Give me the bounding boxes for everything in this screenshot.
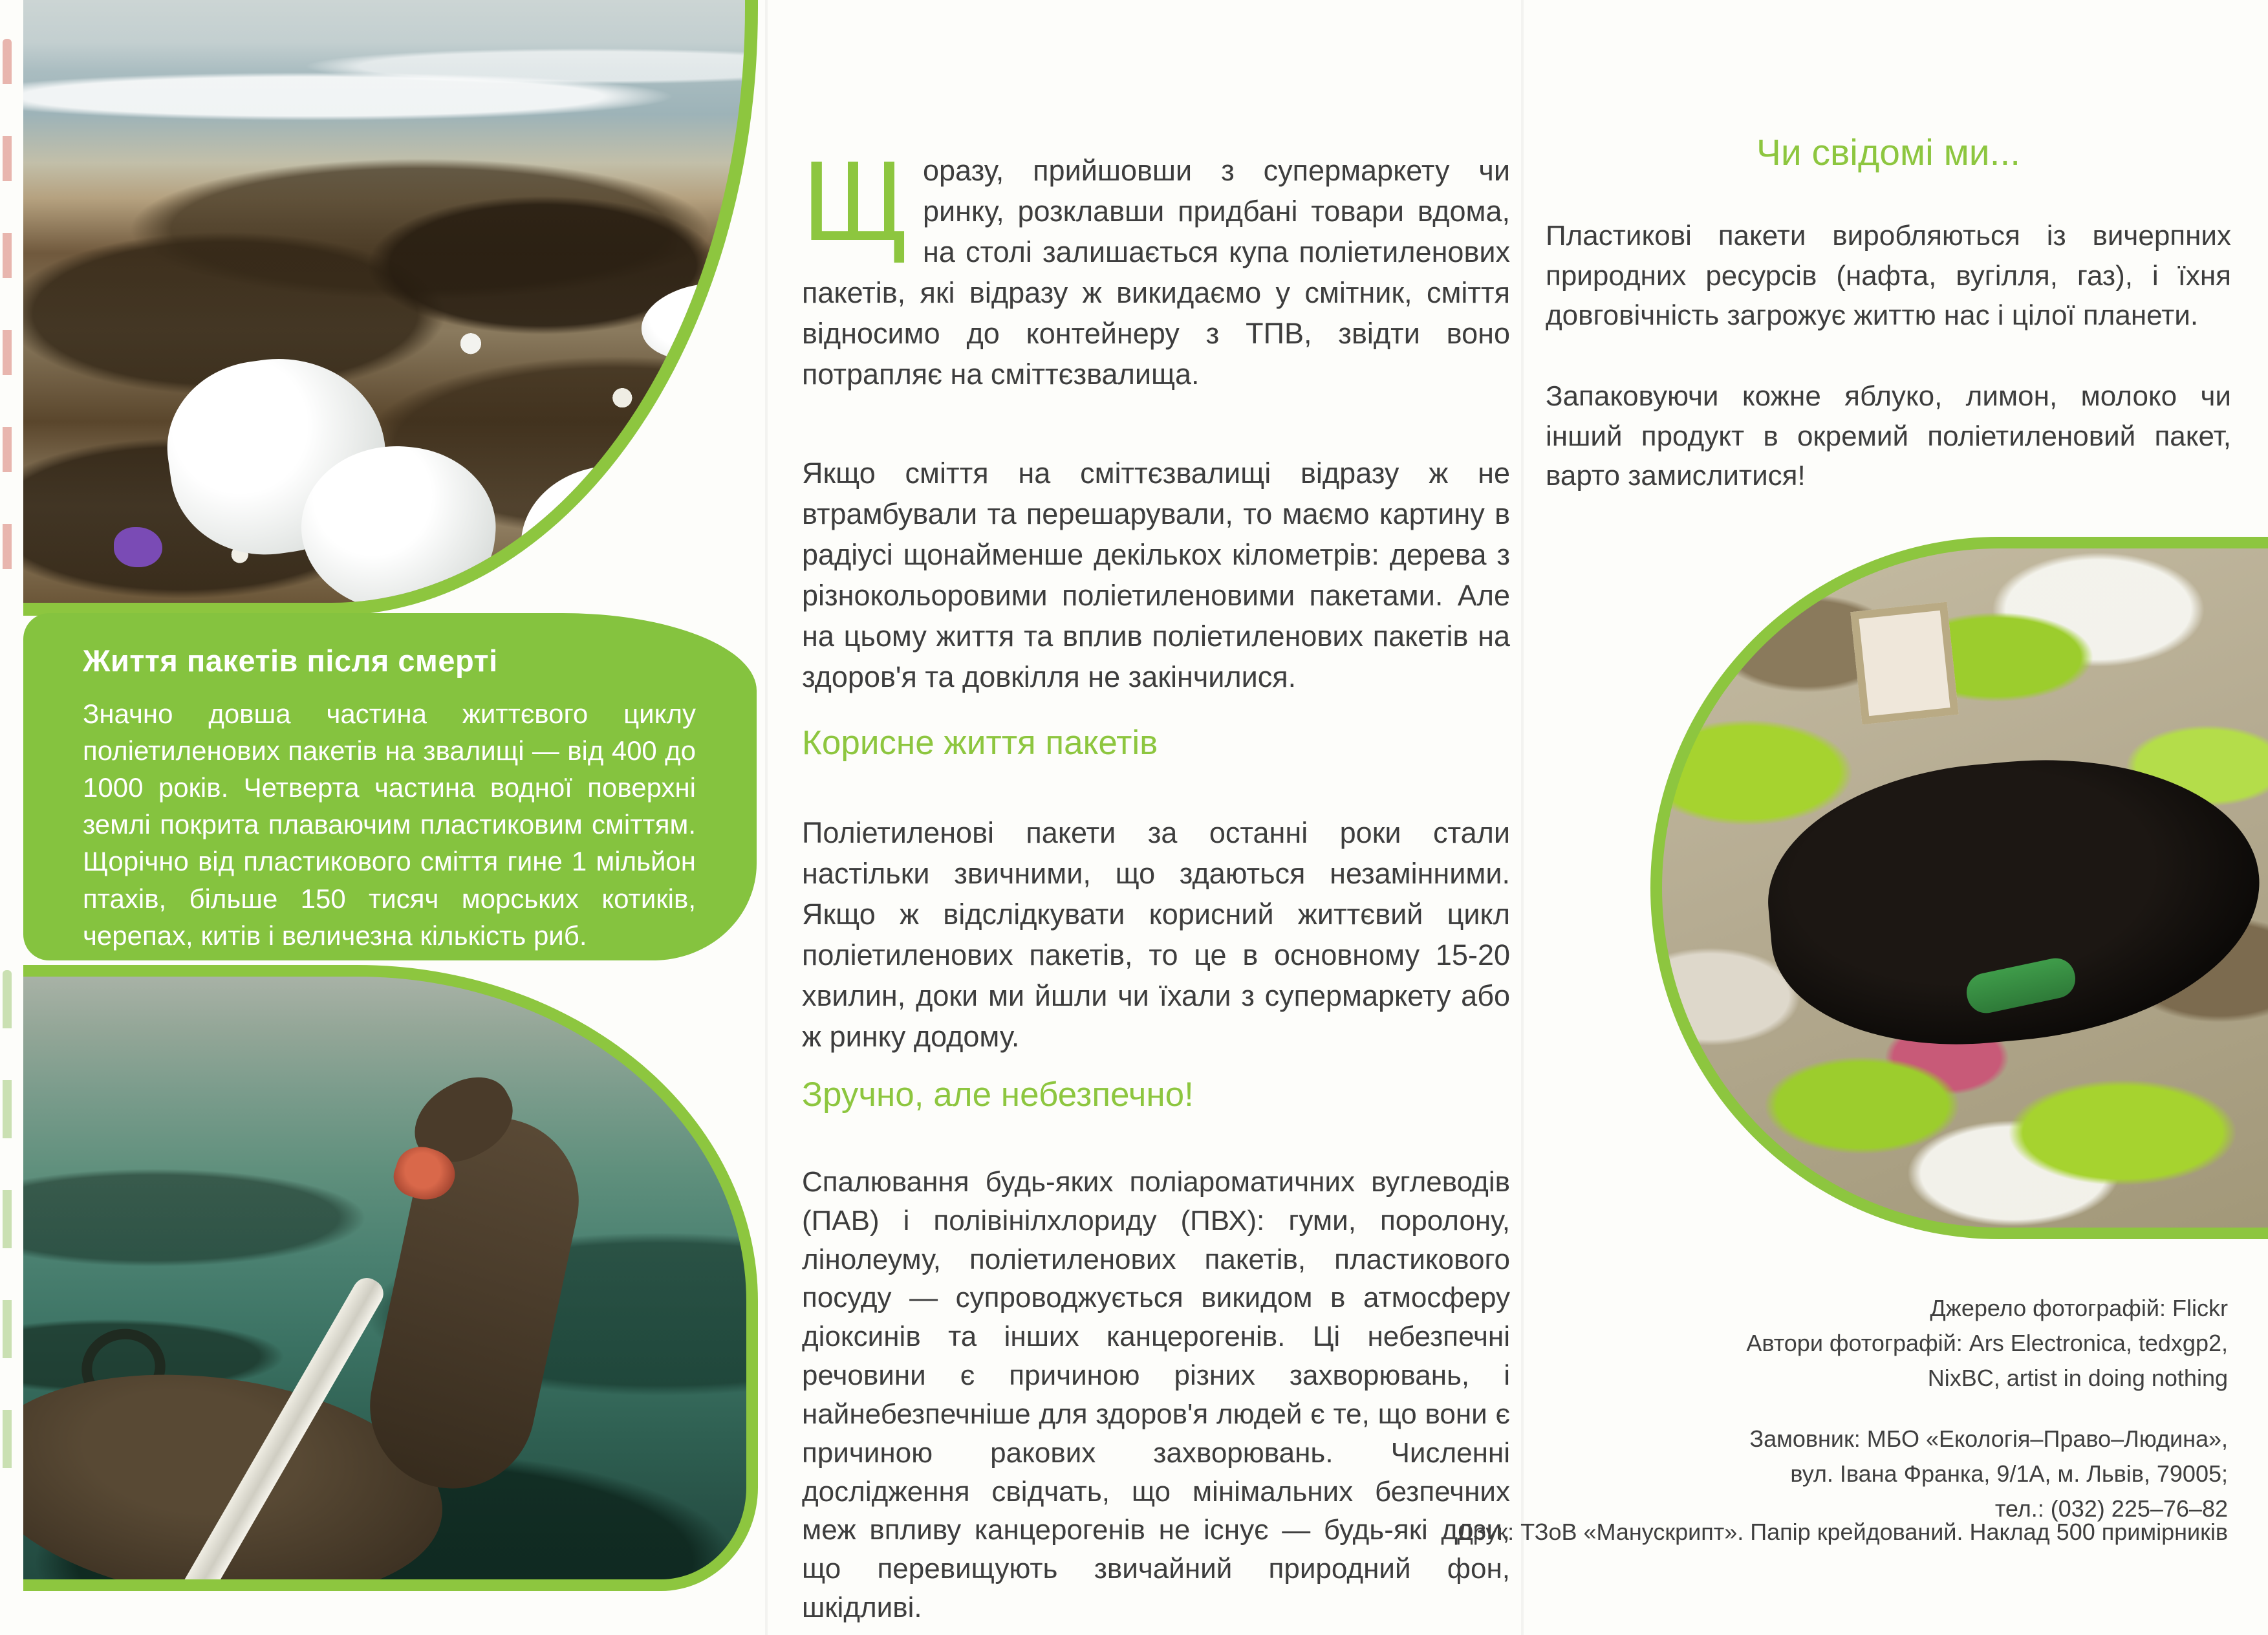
resources-paragraph: Пластикові пакети виробляються із вичерпних природних ресурсів (нафта, вугілля, газ), і їхня довговічність загрожує життю нас і цілої планети.	[1546, 220, 2231, 332]
afterlife-body: Значно довша частина життєвого циклу поліетиленових пакетів на звалищі — від 400 до 1000 років. Четверта частина водної поверхні землі покрита плаваючим пластиковим сміттям. Щорічно від пластикового сміття гине 1 мільйон птахів, більше 150 тисяч морських котиків, черепах, китів і величезна кількість риб.	[83, 698, 696, 951]
customer-credits-block	[1474, 1422, 2228, 1526]
customer-credit-line: вул. Івана Франка, 9/1А, м. Львів, 79005;	[1790, 1460, 2228, 1487]
scan-edge-artifact-bottom	[3, 970, 12, 1507]
picture-frame-litter-shape	[1850, 602, 1958, 725]
print-info-line: Друк: ТЗоВ «Манускрипт». Папір крейдований. Наклад 500 примірників	[1457, 1519, 2228, 1545]
photo-credit-line: Джерело фотографій: Flickr	[1930, 1295, 2228, 1321]
purple-litter-shape	[114, 527, 162, 567]
landfill-paragraph: Якщо сміття на сміттєзвалищі відразу ж не втрамбували та перешарували, то маємо картину в радіусі щонайменше декількох кілометрів: дерева з різнокольоровими поліетиленовими пакетами. Але на цьому життя та вплив поліетиленових пакетів на здоров'я та довкілля не закінчилися.	[802, 457, 1510, 693]
intro-paragraph	[802, 138, 1510, 395]
photo-credits-block	[1474, 1291, 2228, 1396]
landfill-dead-animal-photo	[1650, 537, 2268, 1239]
scan-edge-artifact-top	[3, 39, 12, 576]
customer-credit-line: Замовник: МБО «Екологія–Право–Людина»,	[1749, 1425, 2228, 1452]
useful-life-heading: Корисне життя пакетів	[802, 724, 1158, 762]
convenient-dangerous-heading: Зручно, але небезпечно!	[802, 1076, 1194, 1114]
fold-crease-left	[765, 0, 768, 1635]
dead-animal-silhouette	[1758, 741, 2268, 1061]
plastic-bag-shape	[516, 459, 714, 616]
seal-head-silhouette	[354, 1103, 594, 1504]
burning-paragraph: Спалювання будь-яких поліароматичних вуглеводів (ПАВ) і полівінілхлориду (ПВХ): гуми, поролону, лінолеуму, поліетиленових пакетів, пластикового посуду — супроводжується викидом в атмосферу діоксинів та інших канцерогенів. Ці небезпечні речовини є причиною різних захворювань, і найнебезпечніше для здоров'я людей є те, що вони є причиною ракових захворювань. Численні дослідження свідчать, що мінімальних безпечних меж впливу канцерогенів не існує — будь-які дози, що перевищують звичайний природний фон, шкідливі.	[802, 1166, 1510, 1624]
customer-credit-line: тел.: (032) 225–76–82	[1994, 1495, 2228, 1522]
afterlife-green-block	[23, 613, 757, 960]
are-we-aware-heading: Чи свідомі ми...	[1756, 132, 2021, 173]
afterlife-heading: Життя пакетів після смерті	[83, 644, 498, 678]
intro-paragraph-text: оразу, прийшовши з супермаркету чи ринку, розклавши придбані товари вдома, на столі залишається купа поліетиленових пакетів, які відразу ж викидаємо у смітник, сміття відносимо до контейнеру з ТПВ, звідти воно потрапляє на сміттєзвалища.	[802, 154, 1510, 391]
photo-credit-line: Автори фотографій: Ars Electronica, tedxgp2,	[1746, 1330, 2228, 1356]
packing-paragraph: Запаковуючи кожне яблуко, лимон, молоко чи інший продукт в окремий поліетиленовий пакет, варто замислитися!	[1546, 380, 2231, 492]
beach-litter-photo	[23, 0, 758, 616]
photo-credit-line: NixBC, artist in doing nothing	[1927, 1365, 2228, 1391]
dropcap-letter: Щ	[802, 138, 909, 265]
seal-entangled-photo	[23, 965, 758, 1591]
plastic-bag-shape	[635, 274, 758, 369]
useful-life-paragraph: Поліетиленові пакети за останні роки стали настільки звичними, що здаються незамінними. Якщо ж відслідкувати корисний життєвий цикл поліетиленових пакетів, то це в основному 15-20 хвилин, доки ми йшли чи їхали з супермаркету або ж ринку додому.	[802, 816, 1510, 1053]
